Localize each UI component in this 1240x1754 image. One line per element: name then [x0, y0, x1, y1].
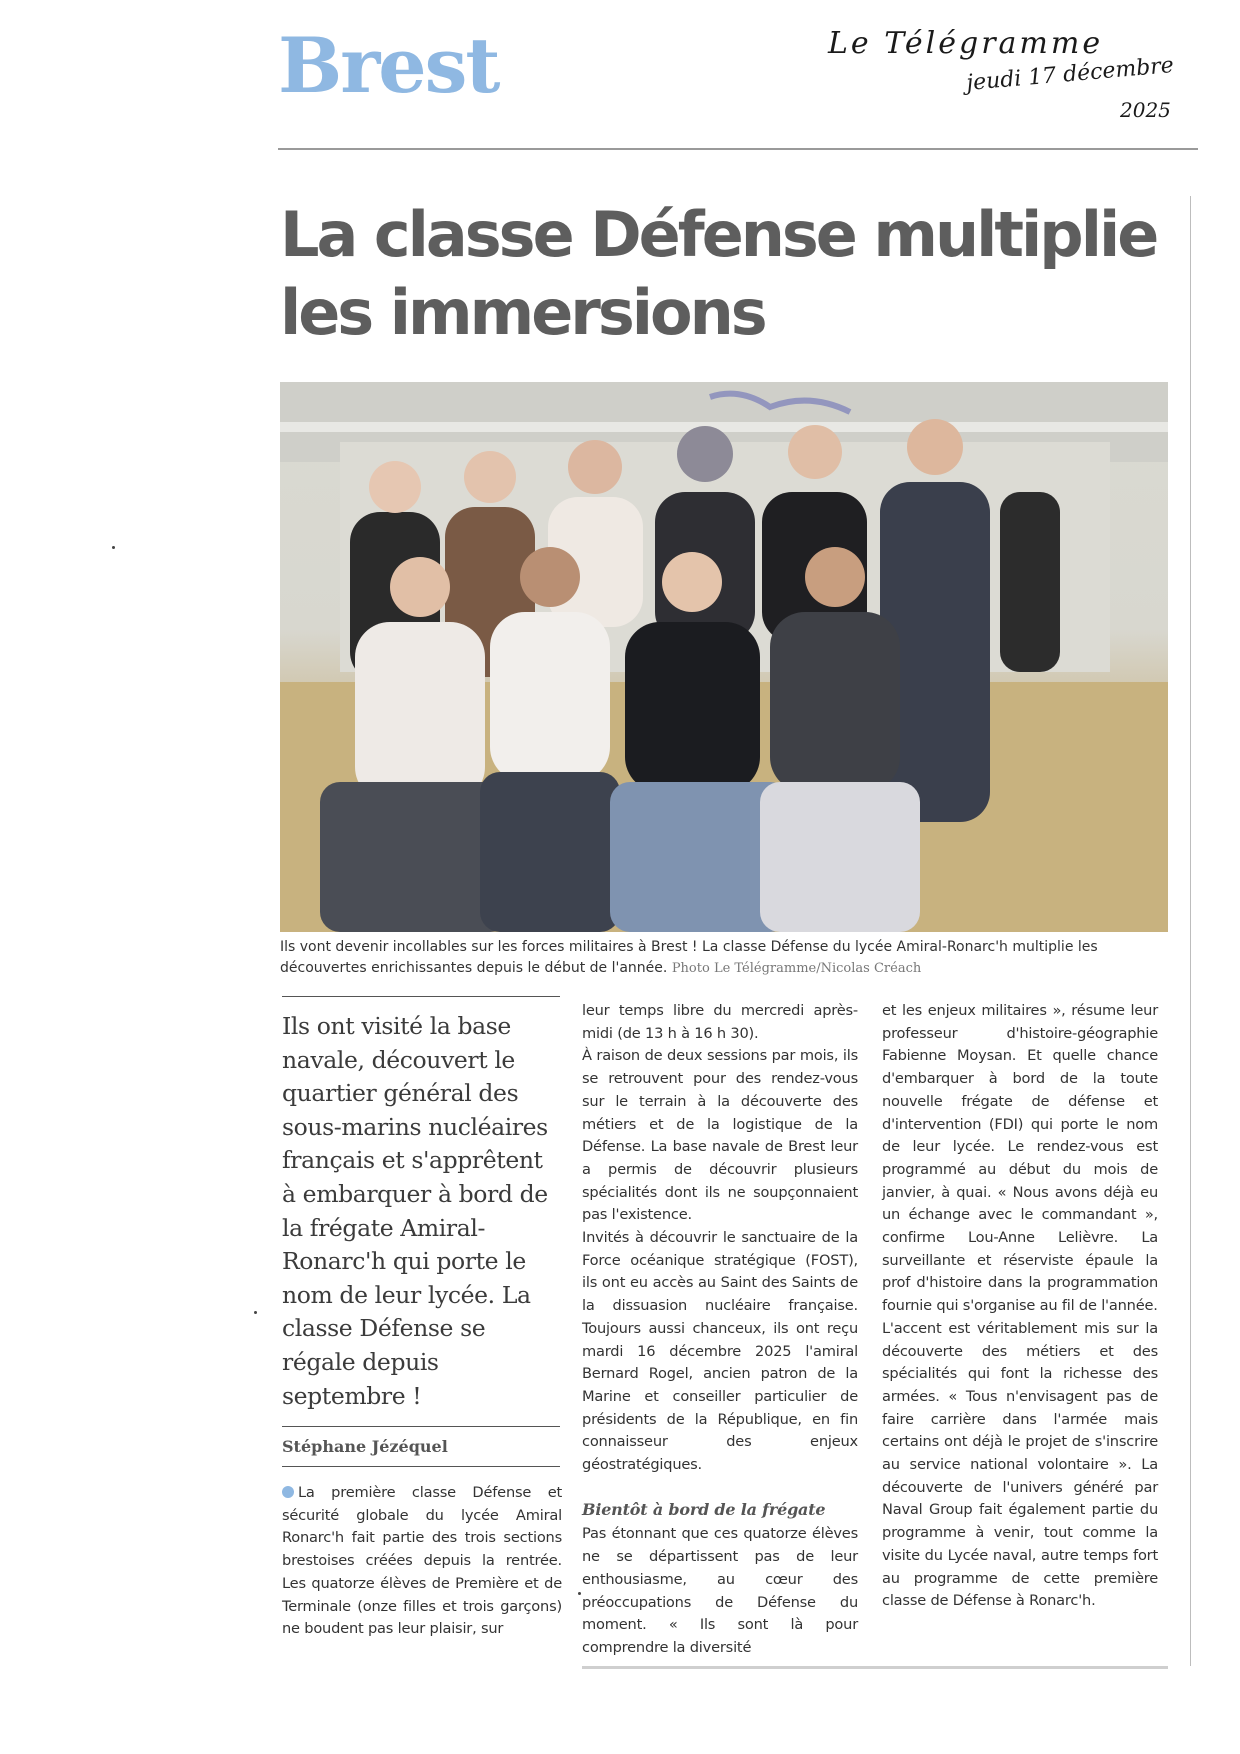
- author-rule-top: [282, 1426, 560, 1427]
- caption-text: Ils vont devenir incollables sur les forces militaires à Brest ! La classe Défense du lycée Amiral-Ronarc'h multiplie les découvertes enrichissantes depuis le début de l'année.: [280, 939, 1098, 976]
- body-paragraph: [282, 1482, 562, 1641]
- author-rule-bottom: [282, 1466, 560, 1467]
- column-frame-rule: [1190, 196, 1191, 1666]
- body-paragraph: Pas étonnant que ces quatorze élèves ne se départissent pas de leur enthousiasme, au cœur des préoccupations de Défense du moment. « Ils sont là pour comprendre la diversité: [582, 1525, 858, 1656]
- article-headline: La classe Défense multiplie les immersions: [280, 198, 1157, 349]
- body-column-2: [582, 1000, 858, 1660]
- photo-caption: [280, 937, 1170, 979]
- handwritten-year: 2025: [1120, 98, 1171, 122]
- scan-speck: [578, 1592, 581, 1595]
- body-paragraph-text: La première classe Défense et sécurité globale du lycée Amiral Ronarc'h fait partie des trois sections brestoises créées depuis la rentrée. Les quatorze élèves de Première et de Terminale (onze filles et trois garçons) ne boudent pas leur plaisir, sur: [282, 1484, 562, 1638]
- handwritten-date: jeudi 17 décembre: [965, 52, 1175, 97]
- footer-rule: [582, 1666, 1168, 1669]
- body-subheading: Bientôt à bord de la frégate: [582, 1499, 826, 1519]
- group-photo: [280, 382, 1168, 932]
- body-paragraph: et les enjeux militaires », résume leur professeur d'histoire-géographie Fabienne Moysan. Et quelle chance d'embarquer à bord de la toute nouvelle frégate de défense et d'intervention (FDI) qui porte le nom de leur lycée. Le rendez-vous est programmé au début du mois de janvier, à quai. « Nous avons déjà eu un échange avec le commandant », confirme Lou-Anne Lelièvre. La surveillante et réserviste épaule la prof d'histoire dans la programmation fournie qui s'organise au fil de l'année.: [882, 1002, 1158, 1315]
- body-paragraph: Invités à découvrir le sanctuaire de la Force océanique stratégique (FOST), ils ont eu accès au Saint des Saints de la dissuasion nucléaire française. Toujours aussi chanceux, ils ont reçu mardi 16 décembre 2025 l'amiral Bernard Rogel, ancien patron de la Marine et conseiller particulier de présidents de la République, en fin connaisseur des enjeux géostratégiques.: [582, 1229, 858, 1474]
- scan-speck: [112, 546, 115, 549]
- bullet-dot-icon: [282, 1486, 294, 1498]
- body-paragraph: L'accent est véritablement mis sur la découverte des métiers et des spécialités qui font la richesse des armées. « Tous n'envisagent pas de faire carrière dans l'armée mais certains ont déjà le projet de s'inscrire au service national volontaire ». La découverte de l'univers généré par Naval Group fait également partie du programme à venir, tout comme la visite du Lycée naval, autre temps fort au programme de cette première classe de Défense à Ronarc'h.: [882, 1319, 1158, 1610]
- caption-rule: [282, 996, 560, 997]
- section-title: Brest: [278, 21, 499, 110]
- handwritten-newspaper-name: Le Télégramme: [828, 26, 1104, 61]
- photo-credit: Photo Le Télégramme/Nicolas Créach: [671, 961, 922, 976]
- body-paragraph: leur temps libre du mercredi après-midi (de 13 h à 16 h 30).: [582, 1002, 858, 1042]
- body-paragraph: À raison de deux sessions par mois, ils se retrouvent pour des rendez-vous sur le terrain à la découverte des métiers et de la logistique de la Défense. La base navale de Brest leur a permis de découvrir plusieurs spécialités dont ils ne soupçonnaient pas l'existence.: [582, 1047, 858, 1224]
- body-column-1: [282, 1482, 562, 1641]
- header-rule: [278, 148, 1198, 150]
- scan-speck: [254, 1311, 257, 1314]
- article-lead: Ils ont visité la base navale, découvert le quartier général des sous-marins nucléaires français et s'apprêtent à embarquer à bord de la frégate Amiral-Ronarc'h qui porte le nom de leur lycée. La classe Défense se régale depuis septembre !: [282, 1012, 548, 1410]
- body-column-3: [882, 1000, 1158, 1613]
- article-author: Stéphane Jézéquel: [282, 1437, 448, 1456]
- group-photo-illustration: [280, 382, 1168, 932]
